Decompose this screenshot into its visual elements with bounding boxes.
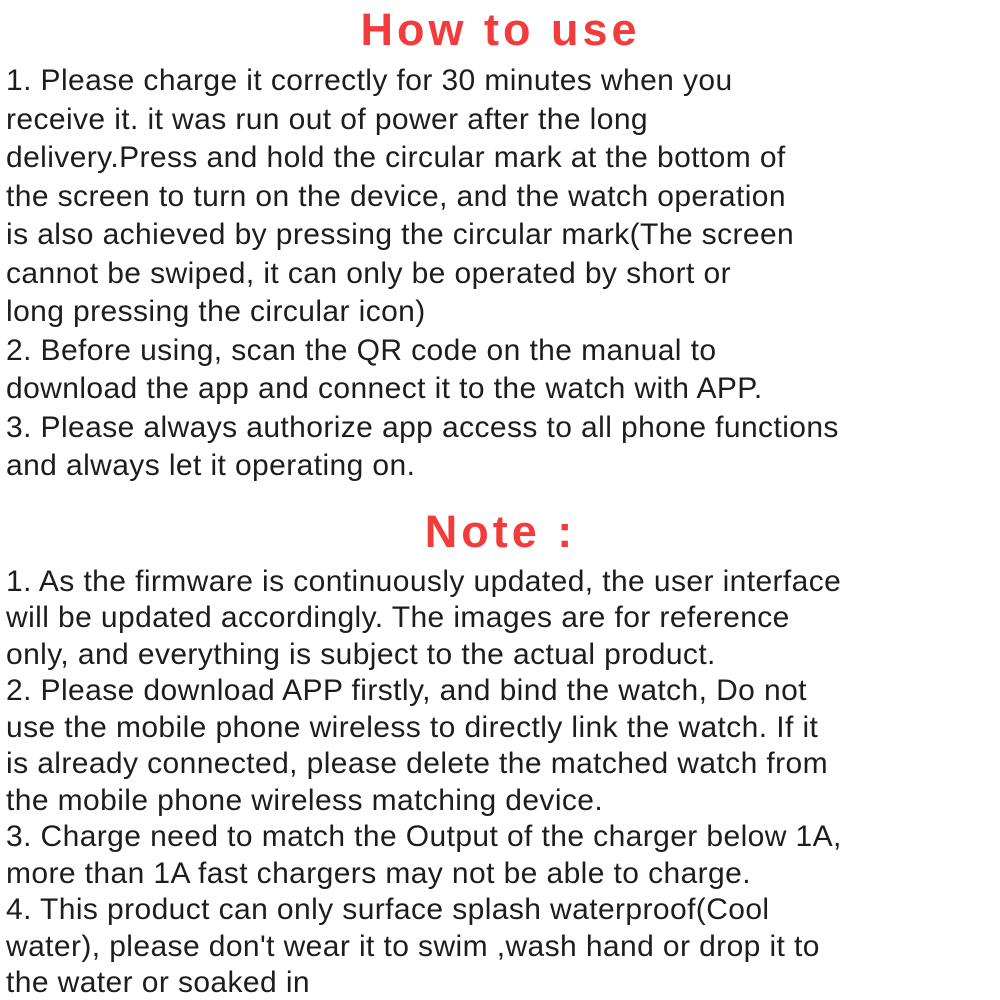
text-line: 2. Please download APP firstly, and bind the watch, Do not	[6, 674, 807, 707]
text-line: 1. As the firmware is continuously updated, the user interface	[6, 564, 842, 598]
text-line: and always let it operating on.	[6, 449, 416, 482]
text-line: is already connected, please delete the matched watch from	[6, 747, 828, 780]
text-line: 4. This product can only surface splash waterproof(Cool	[6, 893, 770, 926]
text-line: 3. Please always authorize app access to all phone functions	[6, 410, 839, 444]
text-line: 2. Before using, scan the QR code on the manual to	[6, 333, 717, 367]
text-line: 3. Charge need to match the Output of the charger below 1A,	[6, 820, 842, 853]
how-to-use-text	[6, 62, 995, 486]
text-line: is also achieved by pressing the circular mark(The screen	[6, 218, 795, 251]
note-text	[6, 564, 995, 1000]
text-line: use the mobile phone wireless to directly link the watch. If it	[6, 710, 819, 744]
text-line: will be updated accordingly. The images are for reference	[6, 601, 790, 634]
text-line: download the app and connect it to the watch with APP.	[6, 372, 763, 405]
how-to-use-heading: How to use	[360, 4, 641, 55]
text-line: 1. Please charge it correctly for 30 minutes when you	[6, 64, 733, 97]
text-line: the screen to turn on the device, and the watch operation	[6, 179, 786, 213]
text-line: only, and everything is subject to the actual product.	[6, 637, 716, 671]
text-line: the mobile phone wireless matching device.	[6, 783, 604, 817]
text-line: long pressing the circular icon)	[6, 295, 426, 328]
text-line: the water or soaked in	[6, 966, 310, 999]
note-heading: Note :	[424, 505, 577, 557]
text-line: cannot be swiped, it can only be operated by short or	[6, 256, 731, 290]
text-line: water), please don't wear it to swim ,wash hand or drop it to	[6, 929, 820, 963]
text-line: delivery.Press and hold the circular mark at the bottom of	[6, 141, 786, 174]
text-line: receive it. it was run out of power after the long	[6, 102, 648, 136]
text-line: more than 1A fast chargers may not be able to charge.	[6, 856, 751, 890]
